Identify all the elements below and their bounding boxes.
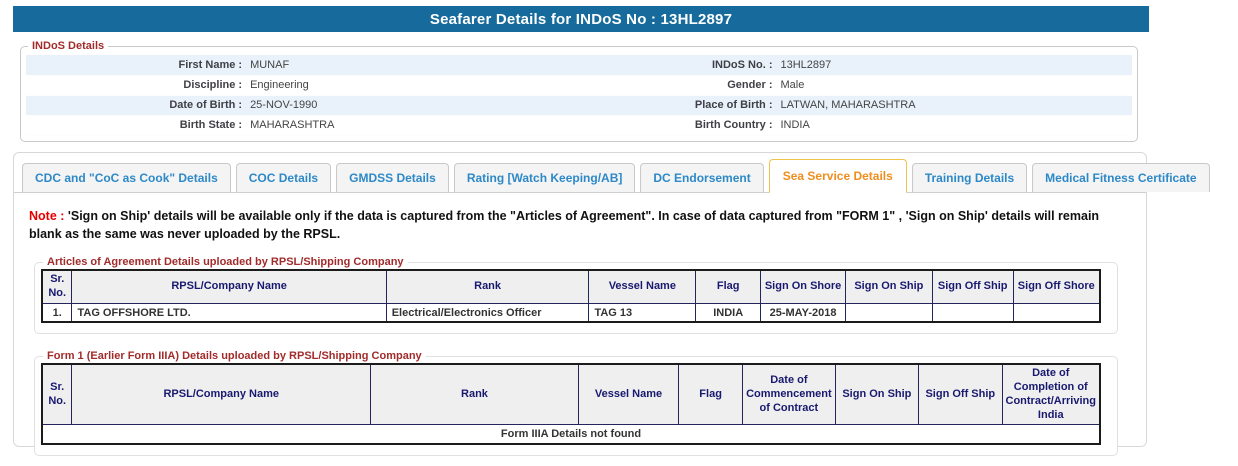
articles-header-row <box>42 270 1100 303</box>
articles-data-row <box>42 303 1100 322</box>
tab-coc-details[interactable]: COC Details <box>236 163 331 192</box>
dob-value: 25-NOV-1990 <box>246 95 602 115</box>
indos-details-fieldset <box>20 40 1138 142</box>
cell-rank: Electrical/Electronics Officer <box>386 303 589 322</box>
discipline-value: Engineering <box>246 75 602 95</box>
cell-sign-off-ship <box>932 303 1013 322</box>
form1-header-row <box>42 364 1100 425</box>
form1-legend: Form 1 (Earlier Form IIIA) Details uploaded by RPSL/Shipping Company <box>47 350 422 363</box>
form1-empty-row <box>42 425 1100 444</box>
tab-gmdss-details[interactable]: GMDSS Details <box>336 163 449 192</box>
note-text: 'Sign on Ship' details will be available only if the data is captured from the "Articles of Agreement". In case of data captured from "FORM 1" , 'Sign on Ship' details will remain blank as the same was never uploaded by the RPSL. <box>29 209 1100 242</box>
form1-col-flag: Flag <box>679 364 743 425</box>
articles-col-sign-on-ship: Sign On Ship <box>845 270 932 303</box>
gender-label: Gender : <box>602 75 777 95</box>
dob-label: Date of Birth : <box>26 95 246 115</box>
articles-col-sign-off-shore: Sign Off Shore <box>1013 270 1100 303</box>
tab-medical-fitness-certificate[interactable]: Medical Fitness Certificate <box>1032 163 1209 192</box>
form1-col-sign-on-ship: Sign On Ship <box>835 364 918 425</box>
articles-col-vessel: Vessel Name <box>589 270 696 303</box>
first-name-label: First Name : <box>26 55 246 75</box>
form1-col-completion-date: Date of Completion of Contract/Arriving India <box>1002 364 1100 425</box>
articles-of-agreement-fieldset <box>34 256 1118 334</box>
first-name-value: MUNAF <box>246 55 602 75</box>
articles-col-sr-no: Sr. No. <box>42 270 72 303</box>
form1-col-sign-off-ship: Sign Off Ship <box>919 364 1002 425</box>
cell-sr-no: 1. <box>42 303 72 322</box>
articles-col-company: RPSL/Company Name <box>72 270 386 303</box>
birth-state-value: MAHARASHTRA <box>246 115 602 135</box>
form1-col-sr-no: Sr. No. <box>42 364 72 425</box>
birth-country-label: Birth Country : <box>602 115 777 135</box>
tab-training-details[interactable]: Training Details <box>912 163 1027 192</box>
form1-col-company: RPSL/Company Name <box>72 364 371 425</box>
birth-state-label: Birth State : <box>26 115 246 135</box>
articles-col-sign-on-shore: Sign On Shore <box>761 270 846 303</box>
sign-on-ship-note <box>29 207 1132 243</box>
indos-row-2 <box>26 75 1132 95</box>
form1-col-commencement-date: Date of Commencement of Contract <box>743 364 836 425</box>
cell-flag: INDIA <box>696 303 761 322</box>
indos-row-3 <box>26 95 1132 115</box>
form1-fieldset <box>34 350 1118 456</box>
cell-company: TAG OFFSHORE LTD. <box>72 303 386 322</box>
form1-not-found-message: Form IIIA Details not found <box>42 425 1100 444</box>
place-of-birth-label: Place of Birth : <box>602 95 777 115</box>
tab-dc-endorsement[interactable]: DC Endorsement <box>640 163 763 192</box>
tab-cdc-coc-cook-details[interactable]: CDC and "CoC as Cook" Details <box>22 163 231 192</box>
articles-table <box>41 269 1101 323</box>
indos-row-4 <box>26 115 1132 135</box>
tab-sea-service-details[interactable]: Sea Service Details <box>769 159 907 193</box>
indos-no-value: 13HL2897 <box>776 55 1132 75</box>
tab-panel <box>13 152 1197 447</box>
indos-details-table <box>26 55 1132 136</box>
page-title: Seafarer Details for INDoS No : 13HL2897 <box>13 6 1149 32</box>
tab-bar <box>14 153 1197 193</box>
form1-table <box>41 363 1101 445</box>
cell-sign-on-shore: 25-MAY-2018 <box>761 303 846 322</box>
form1-col-vessel: Vessel Name <box>578 364 678 425</box>
indos-details-legend: INDoS Details <box>32 40 105 52</box>
indos-no-label: INDoS No. : <box>602 55 777 75</box>
gender-value: Male <box>776 75 1132 95</box>
note-prefix: Note : <box>29 209 65 223</box>
cell-sign-off-shore <box>1013 303 1100 322</box>
cell-sign-on-ship <box>845 303 932 322</box>
birth-country-value: INDIA <box>776 115 1132 135</box>
place-of-birth-value: LATWAN, MAHARASHTRA <box>776 95 1132 115</box>
tab-rating-watch-keeping-ab[interactable]: Rating [Watch Keeping/AB] <box>454 163 636 192</box>
articles-col-flag: Flag <box>696 270 761 303</box>
indos-row-1 <box>26 55 1132 75</box>
cell-vessel: TAG 13 <box>589 303 696 322</box>
articles-col-rank: Rank <box>386 270 589 303</box>
discipline-label: Discipline : <box>26 75 246 95</box>
articles-col-sign-off-ship: Sign Off Ship <box>932 270 1013 303</box>
form1-col-rank: Rank <box>371 364 579 425</box>
articles-legend: Articles of Agreement Details uploaded by RPSL/Shipping Company <box>47 256 404 269</box>
